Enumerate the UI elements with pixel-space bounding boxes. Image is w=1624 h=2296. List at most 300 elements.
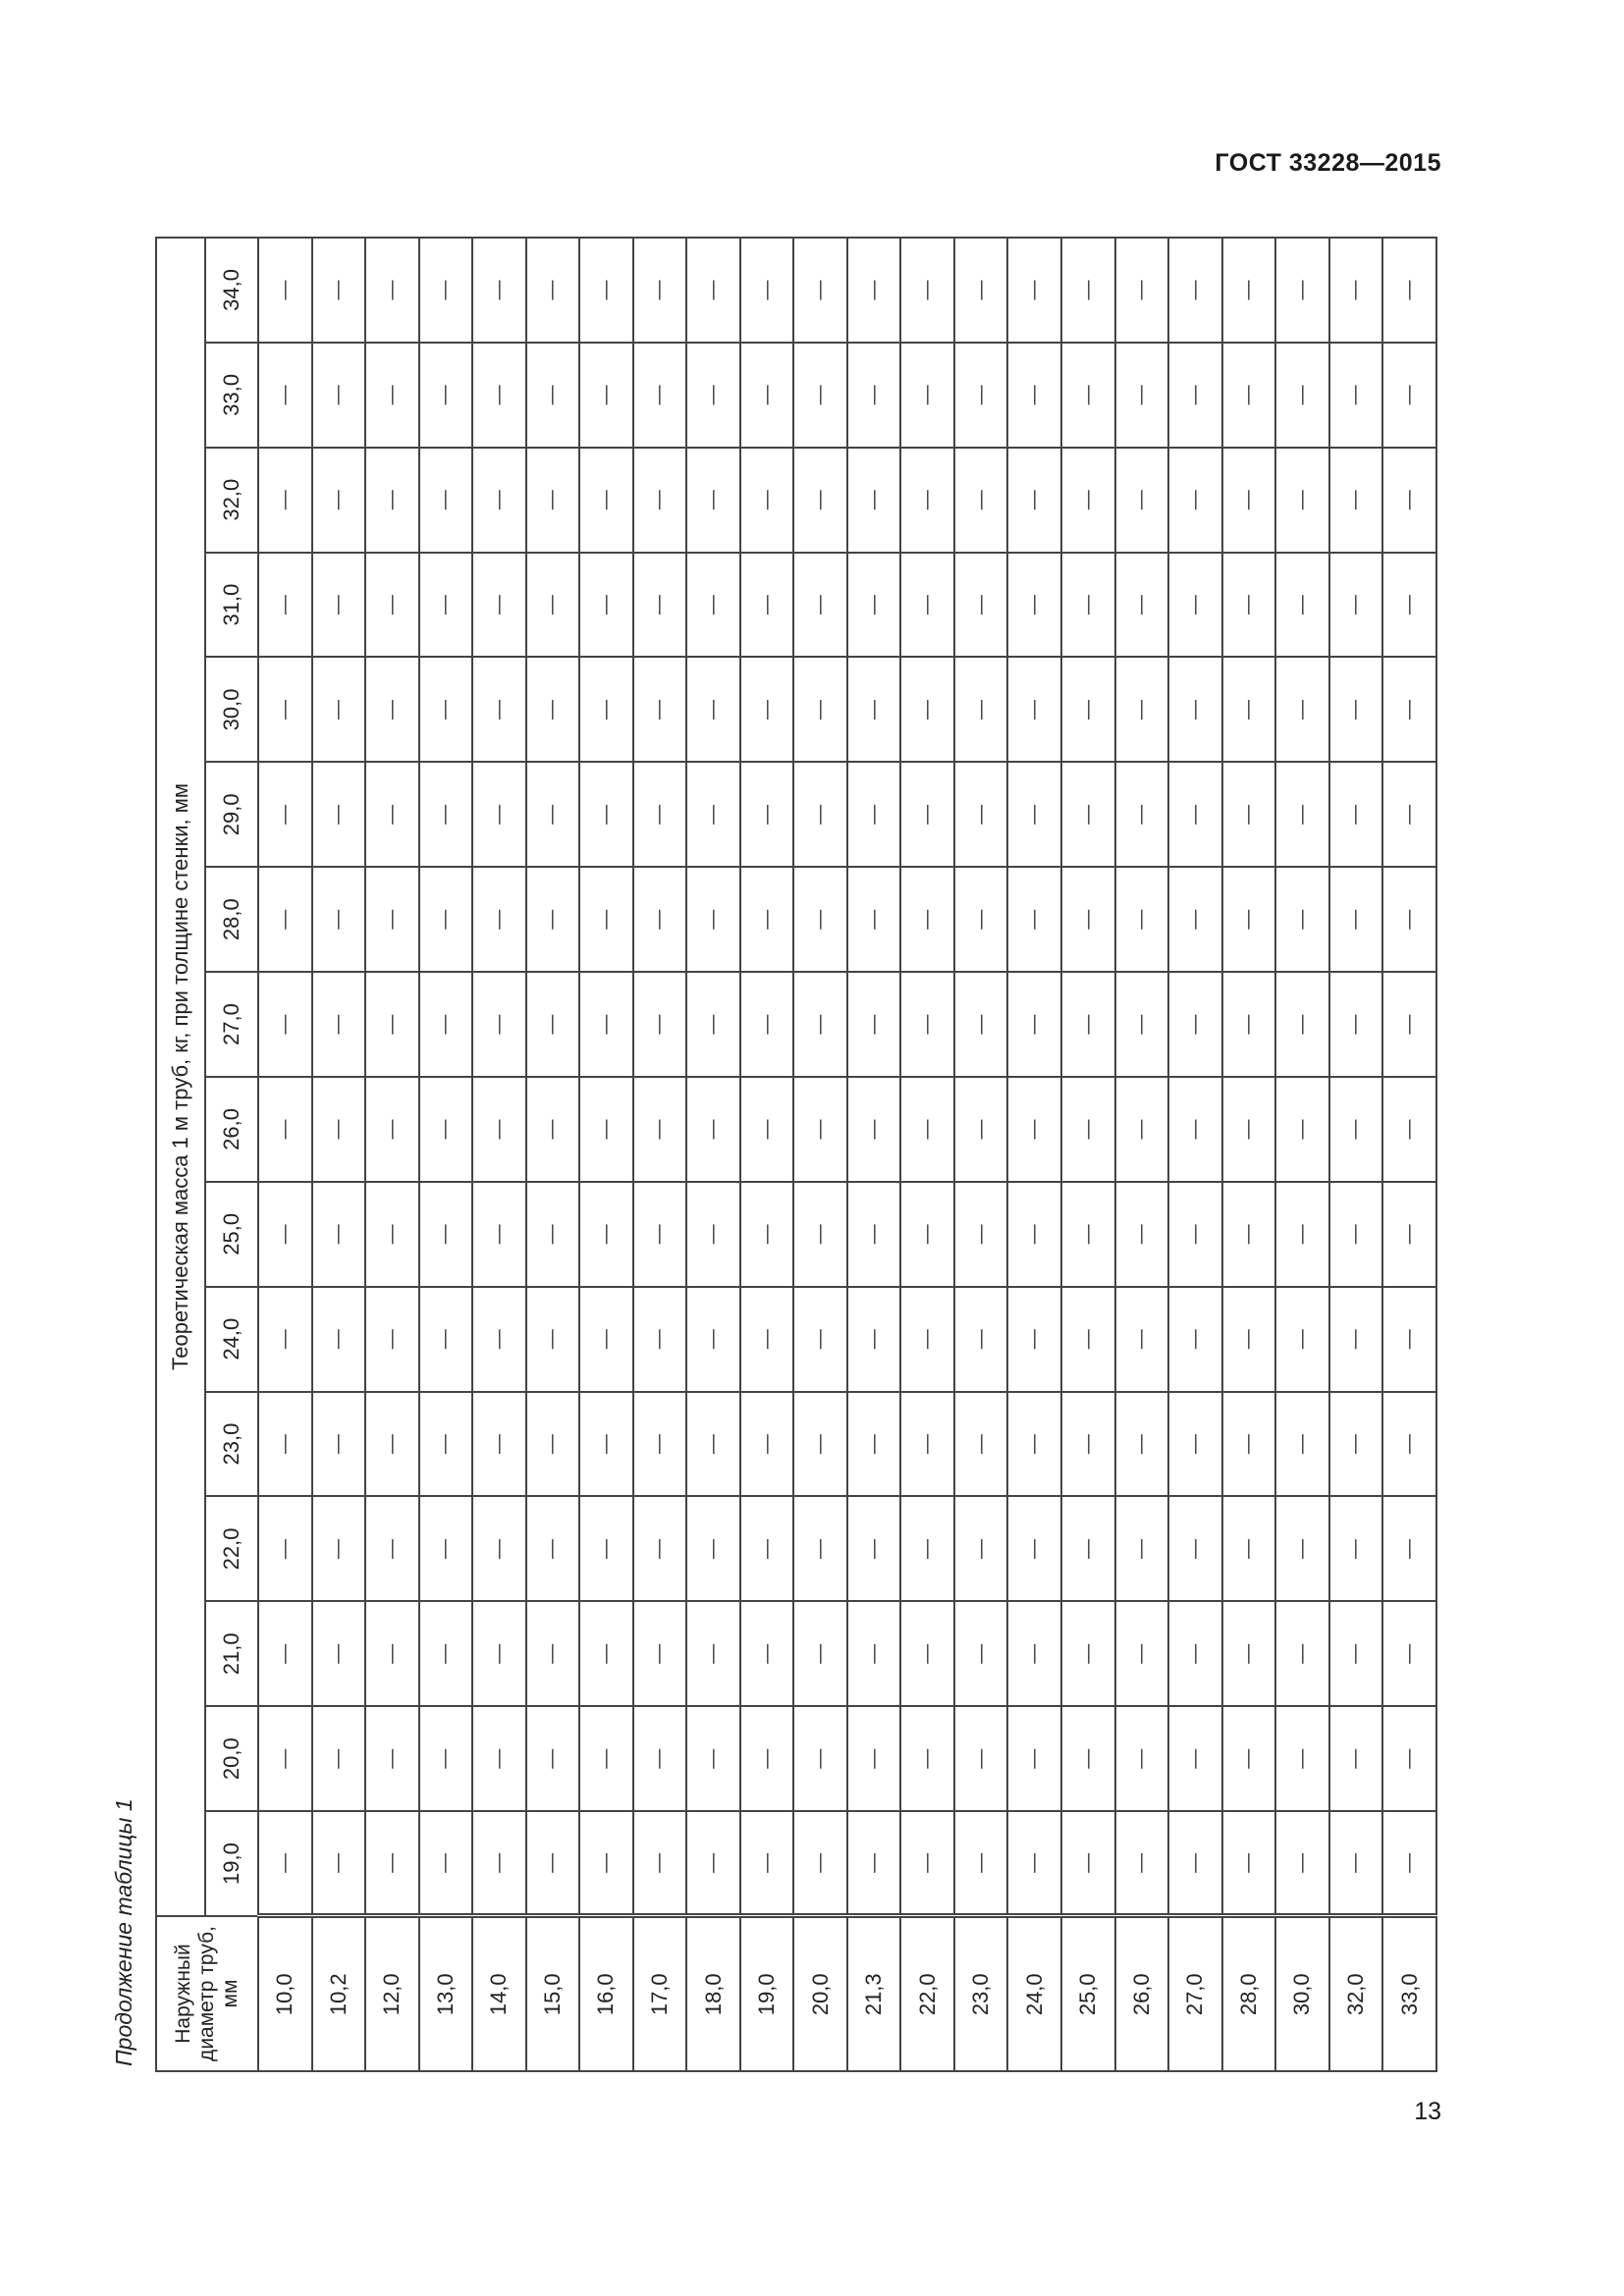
mass-value-cell: —: [1061, 658, 1115, 763]
mass-value-cell: —: [1222, 238, 1276, 343]
mass-value-cell: —: [526, 1811, 580, 1916]
mass-value-cell: —: [1382, 658, 1436, 763]
mass-value-cell: —: [579, 238, 633, 343]
mass-value-cell: —: [472, 658, 526, 763]
mass-value-cell: —: [419, 1392, 473, 1497]
mass-value-cell: —: [419, 762, 473, 867]
mass-value-cell: —: [1007, 1601, 1061, 1706]
mass-value-cell: —: [847, 762, 901, 867]
mass-value-cell: —: [1329, 1077, 1383, 1182]
table-caption: Продолжение таблицы 1: [111, 1798, 136, 2066]
mass-value-cell: —: [847, 1811, 901, 1916]
diameter-cell: 30,0: [1275, 1916, 1329, 2071]
mass-value-cell: —: [1382, 1706, 1436, 1811]
mass-value-cell: —: [900, 1392, 954, 1497]
mass-value-cell: —: [526, 1392, 580, 1497]
mass-value-cell: —: [419, 1287, 473, 1392]
mass-value-cell: —: [579, 1497, 633, 1602]
mass-value-cell: —: [472, 553, 526, 658]
mass-value-cell: —: [686, 1706, 740, 1811]
mass-value-cell: —: [419, 343, 473, 448]
mass-value-cell: —: [1061, 1497, 1115, 1602]
mass-value-cell: —: [258, 1811, 312, 1916]
mass-value-cell: —: [686, 1182, 740, 1287]
mass-value-cell: —: [258, 658, 312, 763]
mass-value-cell: —: [365, 762, 419, 867]
mass-value-cell: —: [1168, 553, 1222, 658]
mass-value-cell: —: [1007, 762, 1061, 867]
mass-value-cell: —: [1329, 1811, 1383, 1916]
diameter-cell: 28,0: [1222, 1916, 1276, 2071]
mass-value-cell: —: [633, 658, 687, 763]
mass-value-cell: —: [1061, 553, 1115, 658]
diameter-cell: 24,0: [1007, 1916, 1061, 2071]
mass-value-cell: —: [847, 553, 901, 658]
mass-value-cell: —: [954, 448, 1008, 553]
mass-value-cell: —: [793, 1601, 847, 1706]
mass-value-cell: —: [793, 972, 847, 1077]
mass-value-cell: —: [793, 1392, 847, 1497]
mass-value-cell: —: [472, 343, 526, 448]
mass-value-cell: —: [633, 448, 687, 553]
mass-value-cell: —: [419, 1497, 473, 1602]
table-row: [579, 238, 633, 2071]
mass-table: [155, 237, 1437, 2072]
mass-value-cell: —: [312, 553, 366, 658]
mass-value-cell: —: [1061, 1392, 1115, 1497]
mass-value-cell: —: [1168, 1287, 1222, 1392]
mass-value-cell: —: [954, 553, 1008, 658]
mass-value-cell: —: [579, 1287, 633, 1392]
table-row: [1061, 238, 1115, 2071]
mass-value-cell: —: [1222, 1706, 1276, 1811]
page-number: 13: [1414, 2098, 1441, 2125]
mass-value-cell: —: [472, 1392, 526, 1497]
mass-value-cell: —: [312, 972, 366, 1077]
mass-value-cell: —: [954, 972, 1008, 1077]
mass-value-cell: —: [633, 238, 687, 343]
diameter-cell: 23,0: [954, 1916, 1008, 2071]
mass-value-cell: —: [1115, 972, 1169, 1077]
mass-value-cell: —: [1222, 867, 1276, 972]
mass-value-cell: —: [1275, 1497, 1329, 1602]
mass-value-cell: —: [633, 1811, 687, 1916]
mass-value-cell: —: [1382, 762, 1436, 867]
mass-value-cell: —: [1382, 1392, 1436, 1497]
mass-value-cell: —: [633, 762, 687, 867]
table-row: [633, 238, 687, 2071]
mass-value-cell: —: [1007, 1811, 1061, 1916]
mass-value-cell: —: [633, 553, 687, 658]
mass-value-cell: —: [900, 658, 954, 763]
mass-value-cell: —: [526, 1182, 580, 1287]
mass-value-cell: —: [1275, 1287, 1329, 1392]
mass-value-cell: —: [686, 1077, 740, 1182]
mass-value-cell: —: [472, 1287, 526, 1392]
mass-value-cell: —: [793, 343, 847, 448]
mass-value-cell: —: [954, 1287, 1008, 1392]
diameter-cell: 18,0: [686, 1916, 740, 2071]
wall-thickness-header: 29,0: [205, 762, 258, 867]
mass-value-cell: —: [633, 343, 687, 448]
mass-value-cell: —: [1222, 972, 1276, 1077]
mass-value-cell: —: [793, 448, 847, 553]
table-body: [258, 238, 1436, 2071]
mass-value-cell: —: [1061, 972, 1115, 1077]
mass-value-cell: —: [633, 1182, 687, 1287]
mass-value-cell: —: [1007, 1287, 1061, 1392]
mass-value-cell: —: [579, 553, 633, 658]
mass-value-cell: —: [258, 238, 312, 343]
wall-thickness-header: 31,0: [205, 553, 258, 658]
diameter-cell: 12,0: [365, 1916, 419, 2071]
mass-value-cell: —: [579, 1706, 633, 1811]
mass-value-cell: —: [312, 1182, 366, 1287]
mass-value-cell: —: [472, 1497, 526, 1602]
mass-value-cell: —: [793, 1706, 847, 1811]
mass-value-cell: —: [1168, 1392, 1222, 1497]
mass-value-cell: —: [793, 1287, 847, 1392]
mass-value-cell: —: [900, 1706, 954, 1811]
mass-value-cell: —: [1115, 1601, 1169, 1706]
mass-value-cell: —: [526, 867, 580, 972]
mass-value-cell: —: [900, 1811, 954, 1916]
mass-value-cell: —: [419, 1077, 473, 1182]
mass-value-cell: —: [793, 1497, 847, 1602]
mass-value-cell: —: [633, 1077, 687, 1182]
table-row: [312, 238, 366, 2071]
mass-value-cell: —: [1329, 1706, 1383, 1811]
mass-value-cell: —: [740, 972, 794, 1077]
mass-value-cell: —: [1061, 343, 1115, 448]
mass-value-cell: —: [686, 343, 740, 448]
mass-value-cell: —: [740, 1811, 794, 1916]
table-row: [1168, 238, 1222, 2071]
mass-value-cell: —: [847, 972, 901, 1077]
mass-value-cell: —: [312, 762, 366, 867]
mass-value-cell: —: [847, 448, 901, 553]
mass-value-cell: —: [686, 1497, 740, 1602]
table-row: [526, 238, 580, 2071]
mass-value-cell: —: [847, 867, 901, 972]
mass-value-cell: —: [740, 1706, 794, 1811]
mass-value-cell: —: [419, 448, 473, 553]
mass-value-cell: —: [579, 343, 633, 448]
mass-value-cell: —: [1329, 238, 1383, 343]
mass-value-cell: —: [258, 1392, 312, 1497]
mass-value-cell: —: [1275, 658, 1329, 763]
mass-value-cell: —: [1168, 1811, 1222, 1916]
mass-value-cell: —: [365, 1706, 419, 1811]
mass-value-cell: —: [1329, 553, 1383, 658]
mass-value-cell: —: [526, 972, 580, 1077]
mass-value-cell: —: [954, 762, 1008, 867]
mass-value-cell: —: [1222, 448, 1276, 553]
mass-value-cell: —: [1115, 343, 1169, 448]
mass-value-cell: —: [1329, 762, 1383, 867]
wall-thickness-header: 25,0: [205, 1182, 258, 1287]
mass-value-cell: —: [740, 1077, 794, 1182]
table-row: [793, 238, 847, 2071]
mass-value-cell: —: [847, 343, 901, 448]
mass-value-cell: —: [900, 1077, 954, 1182]
mass-value-cell: —: [1329, 1497, 1383, 1602]
wall-thickness-header: 33,0: [205, 343, 258, 448]
mass-value-cell: —: [1222, 1077, 1276, 1182]
diameter-cell: 17,0: [633, 1916, 687, 2071]
mass-value-cell: —: [579, 1392, 633, 1497]
mass-value-cell: —: [954, 1497, 1008, 1602]
mass-value-cell: —: [1275, 448, 1329, 553]
mass-value-cell: —: [900, 762, 954, 867]
table-row: [686, 238, 740, 2071]
mass-value-cell: —: [740, 343, 794, 448]
mass-value-cell: —: [1382, 867, 1436, 972]
mass-value-cell: —: [365, 1182, 419, 1287]
mass-value-cell: —: [1061, 1287, 1115, 1392]
table-row: [258, 238, 312, 2071]
mass-value-cell: —: [365, 238, 419, 343]
diameter-cell: 14,0: [472, 1916, 526, 2071]
diameter-cell: 20,0: [793, 1916, 847, 2071]
mass-value-cell: —: [1115, 762, 1169, 867]
mass-value-cell: —: [1168, 1182, 1222, 1287]
mass-value-cell: —: [793, 762, 847, 867]
mass-value-cell: —: [1007, 553, 1061, 658]
mass-value-cell: —: [740, 1182, 794, 1287]
mass-value-cell: —: [526, 1077, 580, 1182]
mass-value-cell: —: [472, 867, 526, 972]
mass-value-cell: —: [1007, 867, 1061, 972]
mass-value-cell: —: [312, 238, 366, 343]
diameter-cell: 21,3: [847, 1916, 901, 2071]
mass-value-cell: —: [258, 972, 312, 1077]
mass-value-cell: —: [740, 762, 794, 867]
mass-value-cell: —: [954, 1077, 1008, 1182]
diameter-column-header: Наружный диаметр труб, мм: [156, 1916, 258, 2071]
diameter-cell: 10,2: [312, 1916, 366, 2071]
mass-value-cell: —: [740, 867, 794, 972]
mass-value-cell: —: [579, 448, 633, 553]
mass-value-cell: —: [1115, 867, 1169, 972]
mass-value-cell: —: [686, 1287, 740, 1392]
mass-value-cell: —: [900, 1601, 954, 1706]
mass-value-cell: —: [686, 972, 740, 1077]
mass-value-cell: —: [1382, 1077, 1436, 1182]
mass-value-cell: —: [258, 1497, 312, 1602]
mass-value-cell: —: [1329, 1601, 1383, 1706]
mass-value-cell: —: [633, 972, 687, 1077]
mass-value-cell: —: [1168, 448, 1222, 553]
mass-value-cell: —: [1275, 1077, 1329, 1182]
mass-value-cell: —: [1275, 972, 1329, 1077]
wall-thickness-header: 20,0: [205, 1706, 258, 1811]
table-row: [1115, 238, 1169, 2071]
diameter-cell: 19,0: [740, 1916, 794, 2071]
mass-value-cell: —: [579, 1811, 633, 1916]
wall-thickness-header: 22,0: [205, 1497, 258, 1602]
mass-value-cell: —: [258, 1706, 312, 1811]
mass-value-cell: —: [365, 1287, 419, 1392]
table-row: [1382, 238, 1436, 2071]
mass-value-cell: —: [1329, 343, 1383, 448]
mass-value-cell: —: [1115, 448, 1169, 553]
mass-value-cell: —: [526, 658, 580, 763]
mass-value-cell: —: [1329, 972, 1383, 1077]
wall-thickness-header: 30,0: [205, 658, 258, 763]
mass-value-cell: —: [847, 1287, 901, 1392]
mass-value-cell: —: [900, 1287, 954, 1392]
wall-thickness-group-header: Теоретическая масса 1 м труб, кг, при толщине стенки, мм: [156, 238, 205, 1916]
table-row: [419, 238, 473, 2071]
mass-value-cell: —: [900, 343, 954, 448]
mass-value-cell: —: [1168, 1077, 1222, 1182]
mass-value-cell: —: [793, 867, 847, 972]
mass-value-cell: —: [365, 1497, 419, 1602]
table-row: [472, 238, 526, 2071]
mass-value-cell: —: [1222, 343, 1276, 448]
mass-value-cell: —: [1168, 972, 1222, 1077]
mass-value-cell: —: [900, 1182, 954, 1287]
mass-value-cell: —: [740, 448, 794, 553]
wall-thickness-header: 24,0: [205, 1287, 258, 1392]
mass-value-cell: —: [740, 1601, 794, 1706]
mass-value-cell: —: [1222, 1182, 1276, 1287]
mass-value-cell: —: [1061, 1077, 1115, 1182]
mass-value-cell: —: [740, 658, 794, 763]
mass-value-cell: —: [793, 553, 847, 658]
mass-value-cell: —: [258, 1287, 312, 1392]
diameter-cell: 13,0: [419, 1916, 473, 2071]
mass-value-cell: —: [740, 1497, 794, 1602]
mass-value-cell: —: [365, 867, 419, 972]
mass-value-cell: —: [579, 658, 633, 763]
mass-value-cell: —: [686, 1811, 740, 1916]
mass-value-cell: —: [258, 1077, 312, 1182]
mass-value-cell: —: [1275, 343, 1329, 448]
table-row: [954, 238, 1008, 2071]
mass-value-cell: —: [954, 1392, 1008, 1497]
mass-value-cell: —: [579, 1182, 633, 1287]
mass-value-cell: —: [633, 1601, 687, 1706]
mass-value-cell: —: [1329, 1287, 1383, 1392]
mass-value-cell: —: [1007, 448, 1061, 553]
diameter-cell: 22,0: [900, 1916, 954, 2071]
mass-value-cell: —: [472, 762, 526, 867]
mass-value-cell: —: [686, 448, 740, 553]
mass-value-cell: —: [579, 1077, 633, 1182]
mass-value-cell: —: [1382, 448, 1436, 553]
mass-value-cell: —: [1168, 762, 1222, 867]
mass-value-cell: —: [900, 1497, 954, 1602]
mass-value-cell: —: [1222, 1497, 1276, 1602]
mass-value-cell: —: [1115, 658, 1169, 763]
mass-value-cell: —: [1329, 1182, 1383, 1287]
mass-value-cell: —: [312, 658, 366, 763]
mass-value-cell: —: [740, 1287, 794, 1392]
mass-value-cell: —: [1275, 1392, 1329, 1497]
mass-value-cell: —: [1168, 1601, 1222, 1706]
wall-thickness-header: 23,0: [205, 1392, 258, 1497]
mass-value-cell: —: [1329, 867, 1383, 972]
mass-value-cell: —: [1115, 1497, 1169, 1602]
mass-value-cell: —: [1275, 1706, 1329, 1811]
mass-value-cell: —: [472, 1182, 526, 1287]
mass-value-cell: —: [793, 1077, 847, 1182]
mass-value-cell: —: [365, 1392, 419, 1497]
mass-value-cell: —: [258, 762, 312, 867]
rotated-table-container: [94, 237, 1439, 2072]
mass-value-cell: —: [1061, 1182, 1115, 1287]
mass-value-cell: —: [1168, 238, 1222, 343]
mass-value-cell: —: [1061, 448, 1115, 553]
mass-value-cell: —: [1222, 762, 1276, 867]
mass-value-cell: —: [365, 553, 419, 658]
table-row: [900, 238, 954, 2071]
mass-value-cell: —: [258, 867, 312, 972]
mass-value-cell: —: [1382, 238, 1436, 343]
mass-value-cell: —: [579, 867, 633, 972]
mass-value-cell: —: [365, 1077, 419, 1182]
mass-value-cell: —: [900, 553, 954, 658]
mass-value-cell: —: [1007, 1706, 1061, 1811]
mass-value-cell: —: [1115, 1811, 1169, 1916]
diameter-cell: 10,0: [258, 1916, 312, 2071]
mass-value-cell: —: [1222, 553, 1276, 658]
wall-thickness-header: 27,0: [205, 972, 258, 1077]
mass-value-cell: —: [1382, 553, 1436, 658]
mass-value-cell: —: [847, 658, 901, 763]
mass-value-cell: —: [1382, 972, 1436, 1077]
mass-value-cell: —: [686, 1392, 740, 1497]
mass-value-cell: —: [954, 658, 1008, 763]
mass-value-cell: —: [312, 1601, 366, 1706]
mass-value-cell: —: [900, 867, 954, 972]
table-row: [1329, 238, 1383, 2071]
mass-value-cell: —: [419, 553, 473, 658]
mass-value-cell: —: [847, 1706, 901, 1811]
mass-value-cell: —: [1115, 1077, 1169, 1182]
mass-value-cell: —: [847, 238, 901, 343]
mass-value-cell: —: [526, 238, 580, 343]
wall-thickness-header: 32,0: [205, 448, 258, 553]
mass-value-cell: —: [633, 1392, 687, 1497]
mass-value-cell: —: [686, 762, 740, 867]
mass-value-cell: —: [312, 1392, 366, 1497]
mass-value-cell: —: [900, 238, 954, 343]
mass-value-cell: —: [1007, 972, 1061, 1077]
mass-value-cell: —: [1382, 1182, 1436, 1287]
mass-value-cell: —: [686, 553, 740, 658]
mass-value-cell: —: [1275, 867, 1329, 972]
mass-value-cell: —: [1222, 658, 1276, 763]
mass-value-cell: —: [472, 972, 526, 1077]
mass-value-cell: —: [954, 1601, 1008, 1706]
table-row: [847, 238, 901, 2071]
diameter-cell: 33,0: [1382, 1916, 1436, 2071]
mass-value-cell: —: [847, 1497, 901, 1602]
mass-value-cell: —: [1168, 658, 1222, 763]
mass-value-cell: —: [740, 238, 794, 343]
mass-value-cell: —: [1329, 658, 1383, 763]
table-row: [1222, 238, 1276, 2071]
mass-value-cell: —: [472, 1811, 526, 1916]
mass-value-cell: —: [526, 343, 580, 448]
mass-value-cell: —: [1329, 448, 1383, 553]
mass-value-cell: —: [954, 867, 1008, 972]
mass-value-cell: —: [847, 1601, 901, 1706]
mass-value-cell: —: [472, 1077, 526, 1182]
